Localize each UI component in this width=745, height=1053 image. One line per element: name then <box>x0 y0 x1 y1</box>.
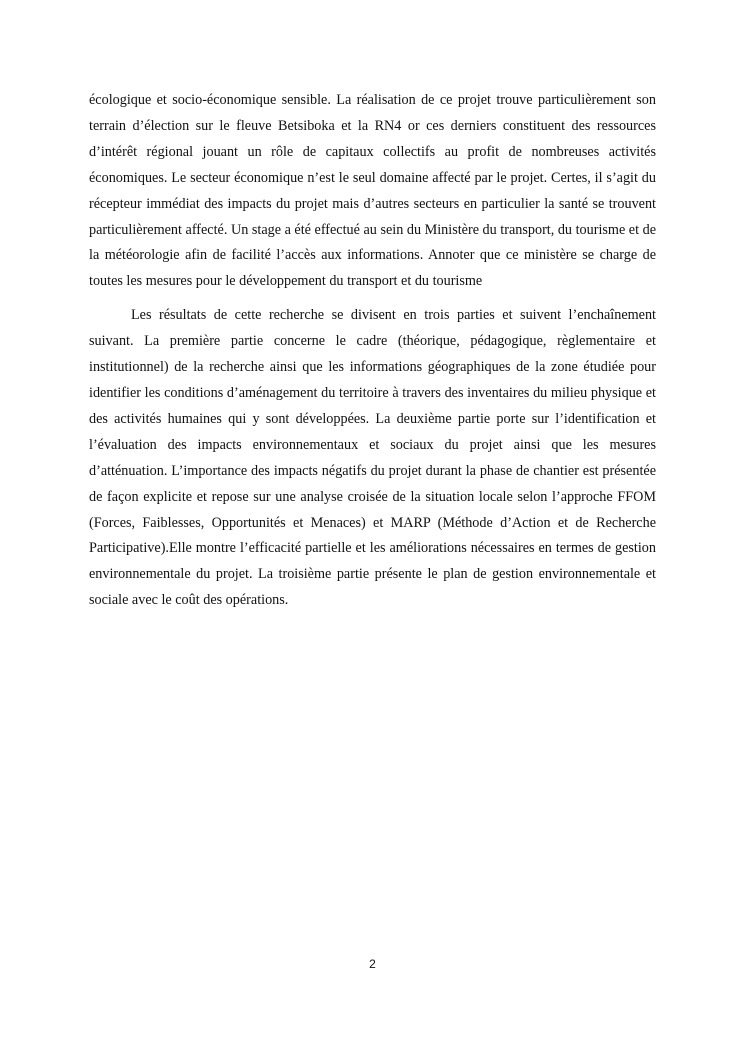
paragraph-context: écologique et socio-économique sensible. La réalisation de ce projet trouve particulièrement son terrain d’élection sur le fleuve Betsiboka et la RN4 or ces derniers constituent des ressources d’intérêt régional jouant un rôle de capitaux collectifs au profit de nombreuses activités économiques. Le secteur économique n’est le seul domaine affecté par le projet. Certes, il s’agit du récepteur immédiat des impacts du projet mais d’autres secteurs en particulier la santé se trouvent particulièrement affecté. Un stage a été effectué au sein du Ministère du transport, du tourisme et de la météorologie afin de facilité l’accès aux informations. Annoter que ce ministère se charge de toutes les mesures pour le développement du transport et du tourisme <box>89 92 656 290</box>
document-body <box>89 88 656 614</box>
page-number: 2 <box>369 957 376 971</box>
paragraph-structure: Les résultats de cette recherche se divisent en trois parties et suivent l’enchaînement suivant. La première partie concerne le cadre (théorique, pédagogique, règlementaire et institutionnel) de la recherche ainsi que les informations géographiques de la zone étudiée pour identifier les conditions d’aménagement du territoire à travers des inventaires du milieu physique et des activités humaines qui y sont développées. La deuxième partie porte sur l’identification et l’évaluation des impacts environnementaux et sociaux du projet ainsi que les mesures d’atténuation. L’importance des impacts négatifs du projet durant la phase de chantier est présentée de façon explicite et repose sur une analyse croisée de la situation locale selon l’approche FFOM (Forces, Faiblesses, Opportunités et Menaces) et MARP (Méthode d’Action et de Recherche Participative).Elle montre l’efficacité partielle et les améliorations nécessaires en termes de gestion environnementale du projet. La troisième partie présente le plan de gestion environnementale et sociale avec le coût des opérations. <box>89 307 656 609</box>
